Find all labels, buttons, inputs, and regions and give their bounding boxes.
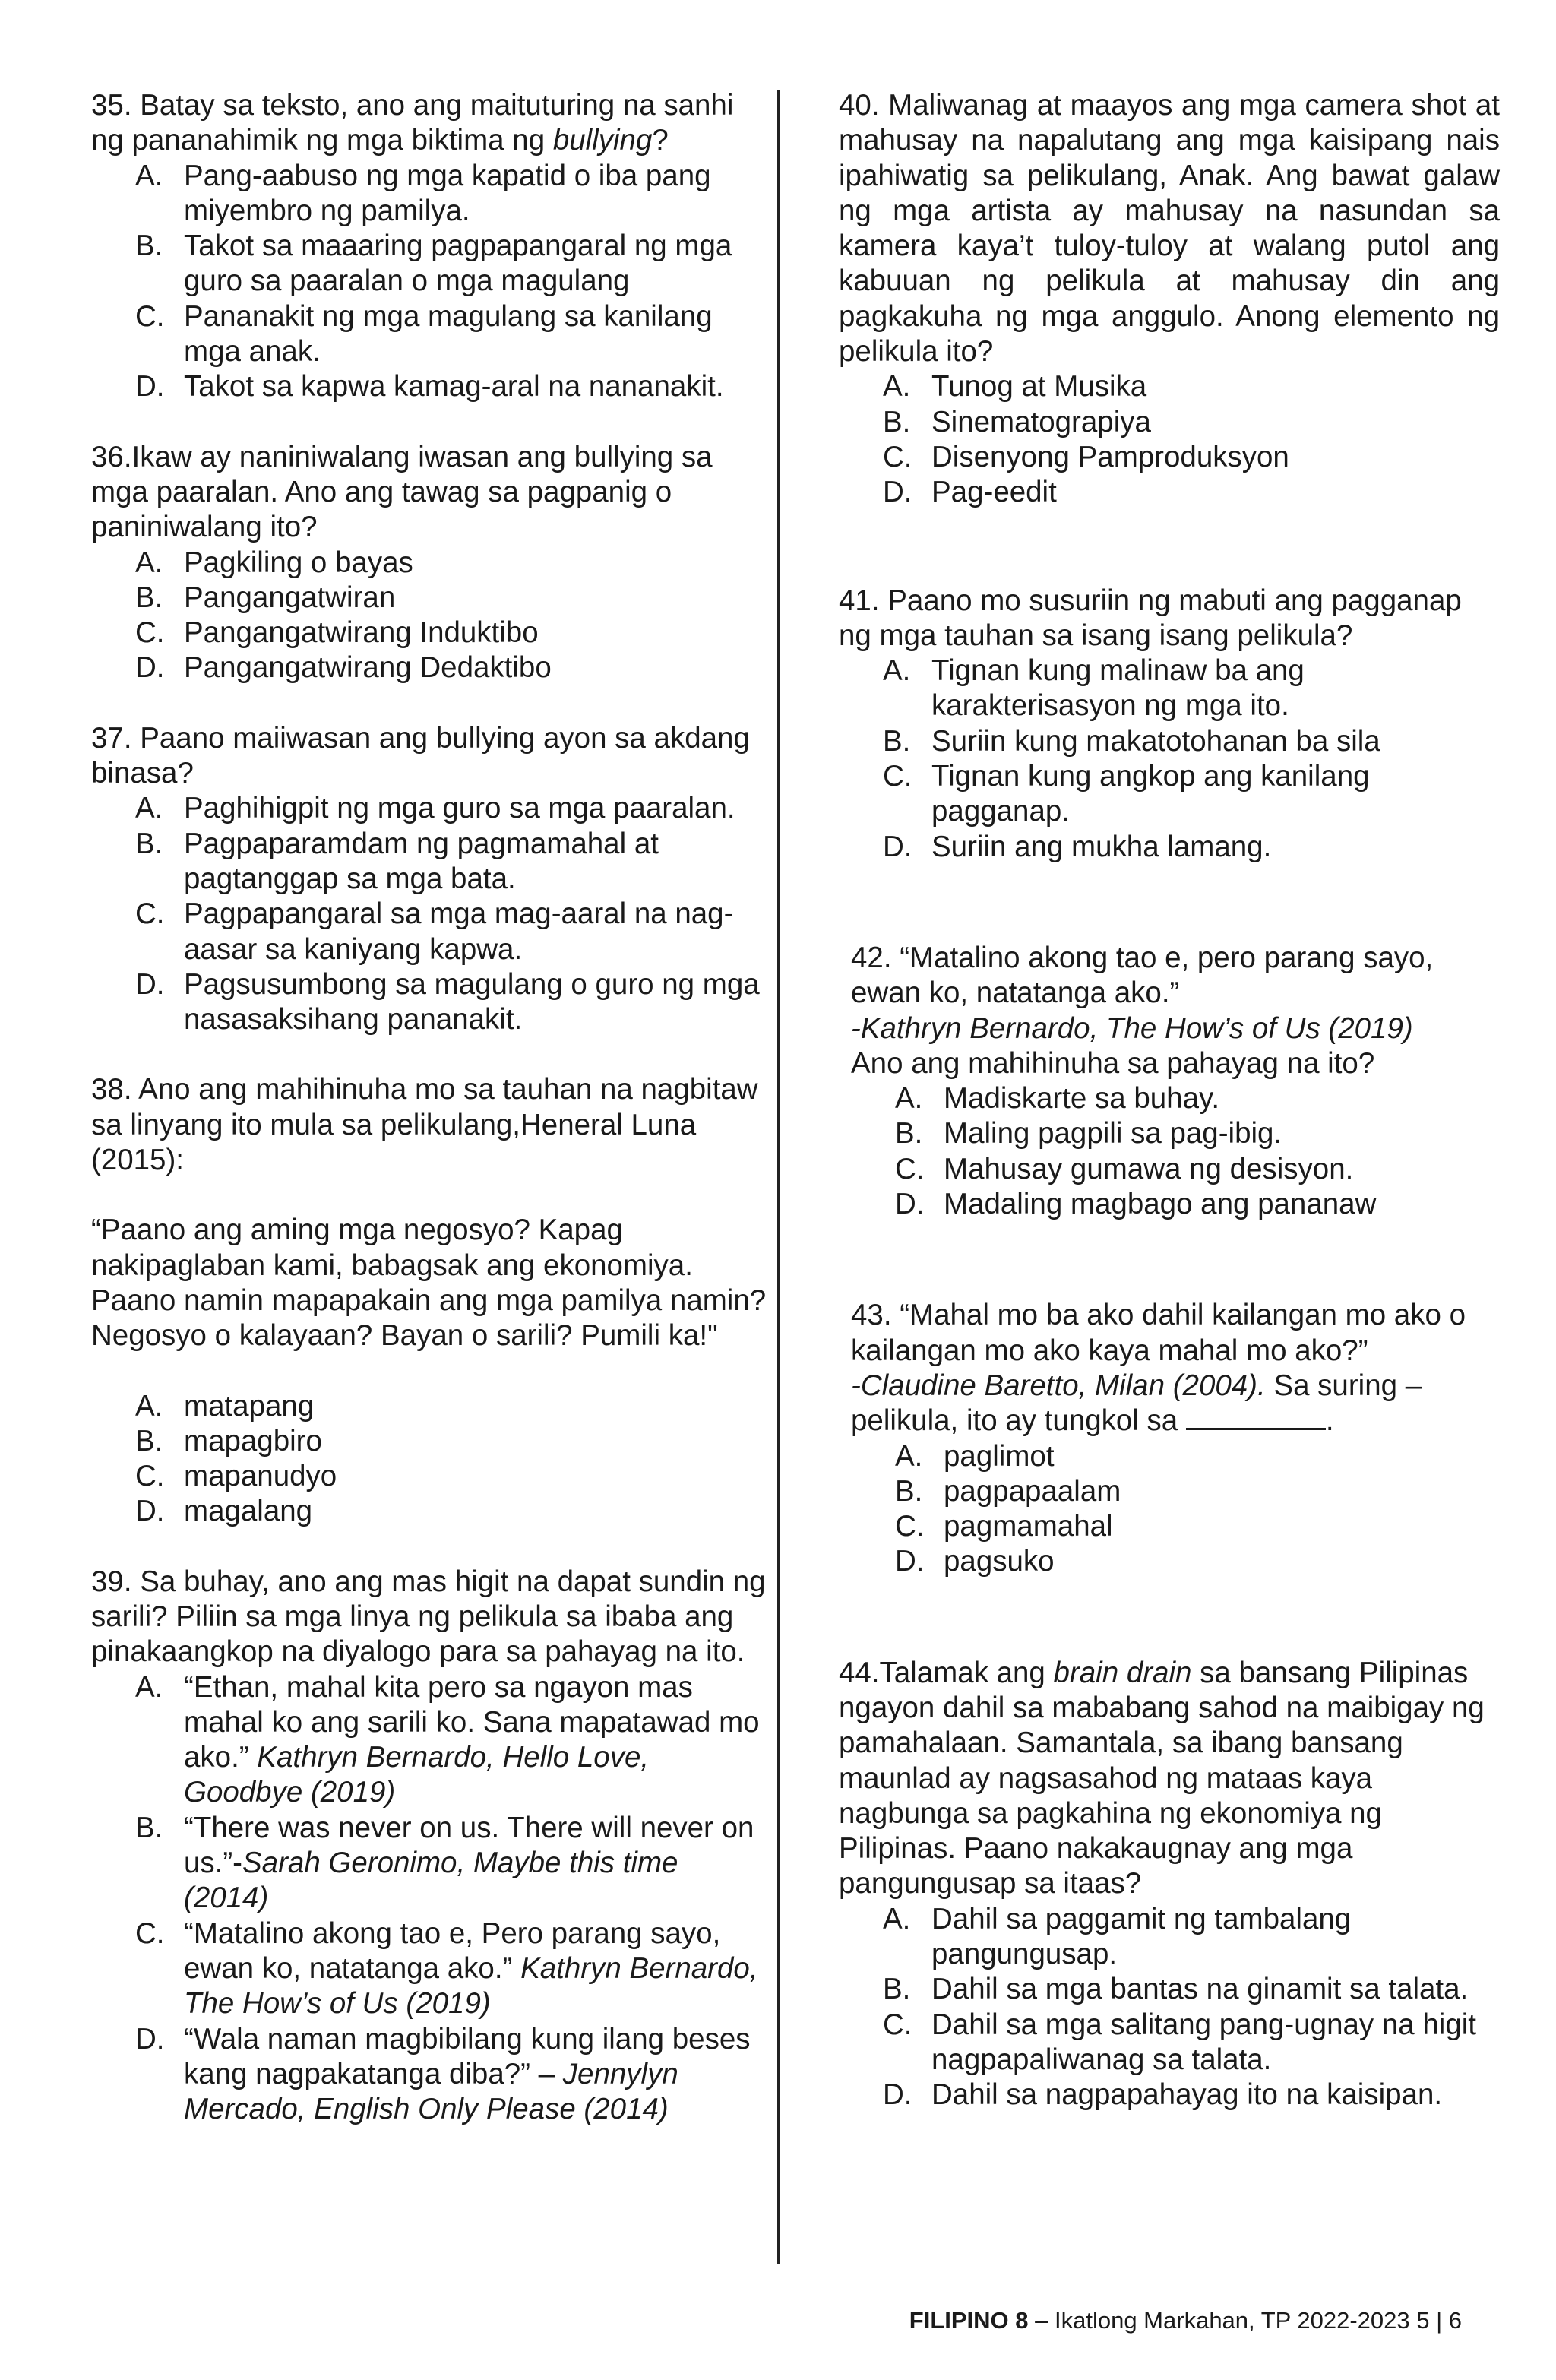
question-41 [839,584,1500,865]
option-b[interactable] [91,827,767,897]
option-b[interactable] [839,1972,1500,2007]
option-text: “Matalino akong tao e, Pero parang sayo, ewan ko, natatanga ako.” [184,1916,721,1985]
option-text: “There was never on us. There will never on us.”- [184,1811,754,1880]
prompt-text: . [1325,1404,1334,1438]
option-c[interactable] [91,897,767,967]
option-letter: B. [895,1117,923,1150]
option-a[interactable] [91,546,767,581]
right-column [839,88,1500,2113]
stem-text: ? [652,124,669,157]
option-d[interactable] [839,830,1500,865]
question-40 [839,88,1500,511]
option-text: Sinematograpiya [931,405,1151,438]
option-a[interactable] [851,1439,1500,1474]
option-letter: D. [895,1545,925,1578]
option-text: Tunog at Musika [931,370,1147,404]
option-letter: B. [883,405,911,438]
option-citation: Kathryn Bernardo, Hello Love, Goodbye (2019) [184,1741,650,1809]
option-b[interactable] [851,1474,1500,1509]
option-text: Takot sa kapwa kamag-aral na nananakit. [184,370,724,404]
options-list [839,654,1500,865]
option-citation: Jennylyn Mercado, English Only Please (2014) [184,2057,678,2126]
option-text: Tignan kung malinaw ba ang karakterisasyon ng mga ito. [931,654,1305,723]
option-a[interactable] [851,1081,1500,1116]
question-stem [91,88,767,159]
option-text: Pagsusumbong sa magulang o guro ng mga nasasaksihang pananakit. [184,967,760,1037]
option-text: Maling pagpili sa pag-ibig. [944,1117,1282,1150]
option-c[interactable] [851,1152,1500,1187]
option-letter: B. [883,724,911,758]
option-c[interactable] [91,1459,767,1494]
option-text: pagsuko [944,1545,1055,1578]
prompt-text: Sa suring – pelikula, ito ay tungkol sa [851,1369,1422,1438]
option-text: Pang-aabuso ng mga kapatid o iba pang miyembro ng pamilya. [184,159,711,227]
option-letter: B. [135,827,163,860]
movie-quote: “Paano ang aming mga negosyo? Kapag nakipaglaban kami, babagsak ang ekonomiya. Paano namin mapapakain ang mga pamilya namin? Negosyo o kalayaan? Bayan o sarili? Pumili ka!" [91,1214,767,1353]
option-b[interactable] [91,581,767,616]
option-text: Pangangatwirang Dedaktibo [184,651,552,685]
option-letter: C. [895,1510,925,1543]
option-letter: C. [135,897,165,931]
quote-citation: -Claudine Baretto, Milan (2004). [851,1369,1266,1402]
option-letter: A. [135,1670,163,1704]
option-text: Dahil sa mga salitang pang-ugnay na higit nagpapaliwanag sa talata. [931,2008,1476,2076]
question-39 [91,1565,767,2128]
option-b[interactable] [91,1424,767,1459]
option-letter: A. [135,546,163,579]
option-letter: A. [895,1082,923,1116]
option-letter: B. [883,1973,911,2006]
option-text: Pangangatwirang Induktibo [184,616,539,650]
option-letter: C. [883,760,912,793]
option-text: Disenyong Pamproduksyon [931,440,1289,473]
option-letter: B. [135,229,163,263]
option-text: Mahusay gumawa ng desisyon. [944,1152,1354,1185]
question-stem: 42. “Matalino akong tao e, pero parang sayo, ewan ko, natatanga ako.” [851,941,1434,1010]
options-list [839,1902,1500,2113]
question-43 [851,1298,1500,1579]
option-a[interactable] [91,1670,767,1811]
option-text: matapang [184,1389,315,1423]
option-text: mapanudyo [184,1460,337,1493]
option-text: Tignan kung angkop ang kanilang pagganap. [931,760,1370,828]
options-list [851,1081,1500,1222]
option-c[interactable] [91,1916,767,2022]
option-d[interactable] [91,369,767,404]
option-letter: A. [135,159,163,192]
option-text: “Ethan, mahal kita pero sa ngayon mas mahal ko ang sarili ko. Sana mapatawad mo ako.” [184,1670,760,1774]
stem-italic: bullying [552,124,653,157]
left-column [91,88,767,2127]
option-text: Paghihigpit ng mga guro sa mga paaralan. [184,792,735,825]
column-divider [777,90,780,2264]
option-a[interactable] [839,1902,1500,1973]
option-c[interactable] [91,616,767,650]
option-c[interactable] [839,2008,1500,2078]
option-text: pagmamahal [944,1510,1113,1543]
answer-blank [1186,1404,1326,1430]
option-letter: D. [135,2022,165,2056]
option-c[interactable] [851,1509,1500,1544]
option-letter: D. [895,1188,925,1221]
option-d[interactable] [839,475,1500,510]
option-d[interactable] [91,2022,767,2128]
option-b[interactable] [91,229,767,299]
option-letter: A. [883,1902,911,1935]
option-letter: A. [883,370,911,404]
option-text: Madaling magbago ang pananaw [944,1188,1377,1221]
option-d[interactable] [839,2078,1500,2113]
options-list [91,791,767,1037]
option-letter: B. [135,1424,163,1457]
option-letter: C. [135,299,165,333]
question-36 [91,440,767,686]
option-text: “Wala naman magbibilang kung ilang beses kang nagpakatanga diba?” – [184,2022,751,2090]
options-list [839,369,1500,510]
option-letter: B. [895,1474,923,1508]
option-text: Suriin ang mukha lamang. [931,830,1272,863]
question-35 [91,88,767,405]
option-letter: A. [135,1389,163,1423]
option-citation: Kathryn Bernardo, The How’s of Us (2019) [184,1951,758,2021]
option-text: Pagkiling o bayas [184,546,413,579]
question-stem: 40. Maliwanag at maayos ang mga camera shot at mahusay na napalutang ang mga kaisipang nais ipahiwatig sa pelikulang, Anak. Ang bawat galaw ng mga artista ay mahusay na nasundan sa kamera kaya’t tuloy-tuloy at walang putol ang kabuuan ng pelikula at mahusay din ang pagkakuha ng mga anggulo. Anong elemento ng pelikula ito? [839,89,1500,369]
option-text: pagpapaalam [944,1474,1121,1508]
option-text: Madiskarte sa buhay. [944,1082,1220,1116]
stem-text: sa bansang Pilipinas ngayon dahil sa mababang sahod na maibigay ng pamahalaan. Samantala, sa ibang bansang maunlad ay nagsasahod ng mataas kaya nagbunga sa pagkahina ng ekonomiya ng Pilipinas. Paano nakakaugnay ang mga pangungusap sa itaas? [839,1656,1485,1901]
option-text: Dahil sa nagpapahayag ito na kaisipan. [931,2078,1443,2112]
option-text: Dahil sa mga bantas na ginamit sa talata. [931,1973,1469,2006]
question-prompt [851,1369,1500,1439]
option-d[interactable] [91,650,767,685]
option-letter: C. [135,1916,165,1950]
stem-italic: brain drain [1053,1656,1192,1689]
option-d[interactable] [91,967,767,1038]
option-text: Pagpaparamdam ng pagmamahal at pagtanggap sa mga bata. [184,827,659,895]
option-a[interactable] [839,654,1500,724]
question-stem: 37. Paano maiiwasan ang bullying ayon sa akdang binasa? [91,721,750,790]
option-a[interactable] [91,159,767,229]
question-44 [839,1656,1500,2113]
option-text: magalang [184,1495,313,1528]
option-b[interactable] [91,1811,767,1916]
option-letter: D. [135,651,165,685]
question-stem: 41. Paano mo susuriin ng mabuti ang pagganap ng mga tauhan sa isang isang pelikula? [839,584,1462,652]
option-text: Pag-eedit [931,476,1057,509]
option-d[interactable] [851,1544,1500,1579]
option-letter: C. [883,2008,912,2041]
question-37 [91,721,767,1038]
question-stem [839,1656,1500,1902]
option-text: Pagpapangaral sa mga mag-aaral na nag-aasar sa kaniyang kapwa. [184,897,734,966]
question-stem: 39. Sa buhay, ano ang mas higit na dapat sundin ng sarili? Piliin sa mga linya ng pelikula sa ibaba ang pinakaangkop na diyalogo para sa pahayag na ito. [91,1565,766,1669]
option-text: mapagbiro [184,1424,322,1457]
option-b[interactable] [839,724,1500,759]
stem-text: 44.Talamak ang [839,1656,1054,1689]
question-prompt: Ano ang mahihinuha sa pahayag na ito? [851,1046,1375,1080]
question-stem: 38. Ano ang mahihinuha mo sa tauhan na nagbitaw sa linyang ito mula sa pelikulang,Heneral Luna (2015): [91,1073,758,1177]
options-list [91,1389,767,1530]
options-list [91,546,767,686]
option-a[interactable] [91,791,767,826]
option-letter: D. [135,967,165,1001]
option-letter: C. [895,1152,925,1185]
option-d[interactable] [91,1494,767,1529]
option-letter: C. [135,616,165,650]
quote-citation: -Kathryn Bernardo, The How’s of Us (2019) [851,1011,1413,1045]
option-letter: D. [883,2078,912,2112]
options-list [91,159,767,405]
option-a[interactable] [839,369,1500,404]
option-b[interactable] [851,1116,1500,1151]
stem-text: 35. Batay sa teksto, ano ang maituturing na sanhi ng pananahimik ng mga biktima ng [91,89,734,157]
option-a[interactable] [91,1389,767,1424]
question-stem: 43. “Mahal mo ba ako dahil kailangan mo ako o kailangan mo ako kaya mahal mo ako?” [851,1299,1466,1367]
footer-subject: FILIPINO 8 [909,2307,1029,2334]
option-c[interactable] [839,440,1500,475]
footer-info: – Ikatlong Markahan, TP 2022-2023 5 | 6 [1028,2307,1462,2334]
option-letter: A. [895,1439,923,1473]
option-letter: D. [135,1495,165,1528]
option-letter: D. [883,476,912,509]
question-42 [851,941,1500,1222]
option-citation: Sarah Geronimo, Maybe this time (2014) [184,1847,678,1915]
page-footer [909,2307,1462,2334]
option-letter: B. [135,581,163,614]
option-b[interactable] [839,405,1500,440]
option-text: Dahil sa paggamit ng tambalang pangungusap. [931,1902,1352,1971]
option-letter: C. [883,440,912,473]
option-text: paglimot [944,1439,1055,1473]
option-text: Suriin kung makatotohanan ba sila [931,724,1380,758]
option-c[interactable] [91,299,767,370]
option-text: Takot sa maaaring pagpapangaral ng mga guro sa paaralan o mga magulang [184,229,732,298]
question-stem: 36.Ikaw ay naniniwalang iwasan ang bullying sa mga paaralan. Ano ang tawag sa pagpanig o paniniwalang ito? [91,440,713,544]
option-letter: A. [135,792,163,825]
option-c[interactable] [839,759,1500,830]
option-d[interactable] [851,1187,1500,1222]
option-letter: D. [135,370,165,404]
option-letter: B. [135,1811,163,1844]
option-text: Pangangatwiran [184,581,396,614]
option-letter: C. [135,1460,165,1493]
option-letter: A. [883,654,911,688]
option-text: Pananakit ng mga magulang sa kanilang mga anak. [184,299,713,369]
options-list [851,1439,1500,1580]
options-list [91,1670,767,2128]
option-letter: D. [883,830,912,863]
question-38 [91,1072,767,1529]
